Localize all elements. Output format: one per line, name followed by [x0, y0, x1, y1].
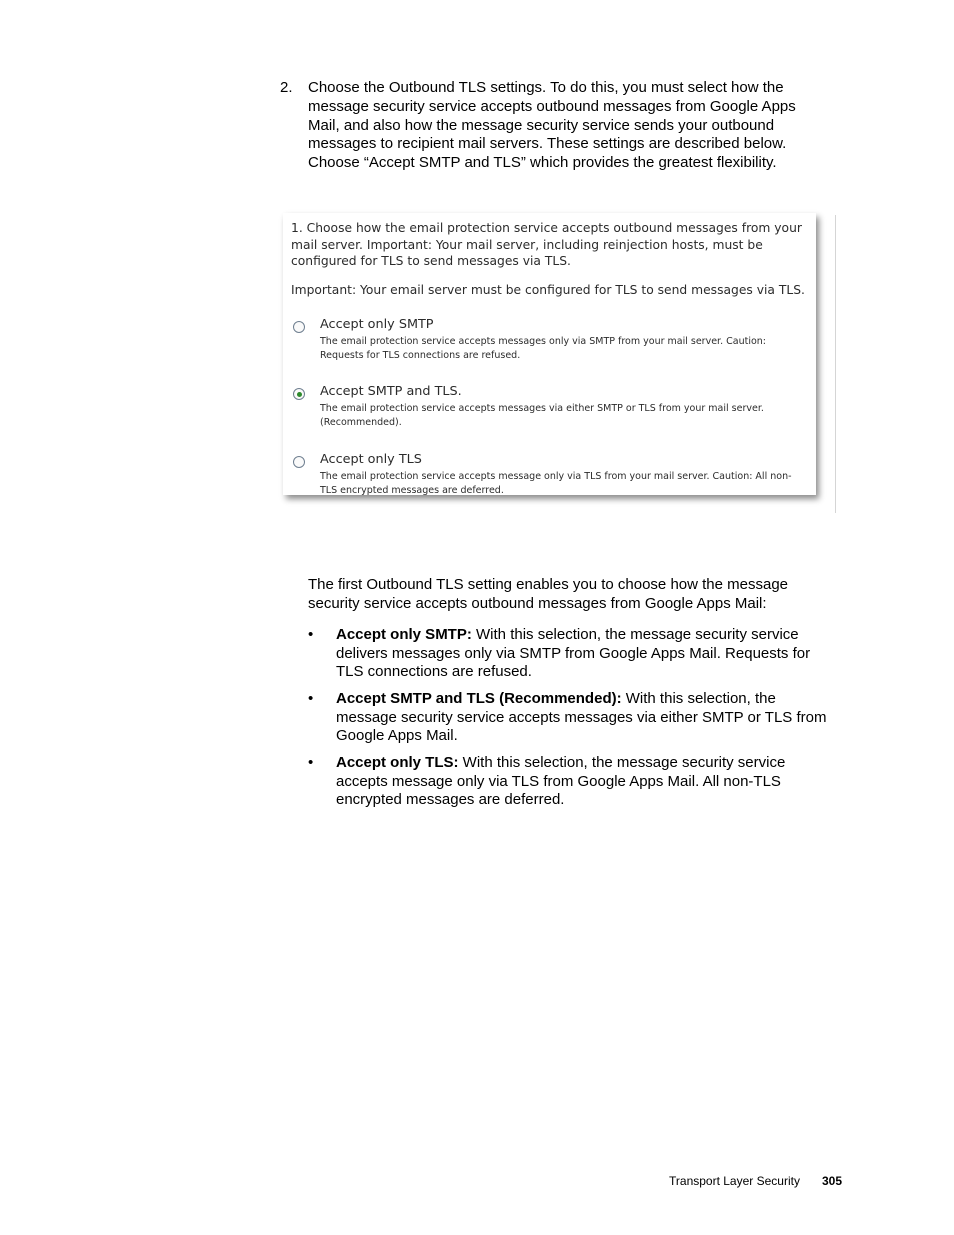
option-title: Accept only TLS: [320, 452, 422, 467]
step-number: 2.: [280, 79, 293, 96]
bullet-marker: •: [308, 690, 314, 707]
bullet-marker: •: [308, 626, 314, 643]
list-item: [308, 626, 838, 682]
bullet-text: With this selection, the message security service accepts message only via TLS from Google Apps Mail. All non-TLS encrypted messages are deferred.: [336, 754, 786, 808]
bullet-term: Accept only TLS:: [336, 754, 459, 771]
option-title: Accept SMTP and TLS.: [320, 384, 462, 399]
radio-unchecked-icon[interactable]: [293, 456, 305, 468]
bullet-text: With this selection, the message security service delivers messages only via SMTP from Google Apps Mail. Requests for TLS connections are refused.: [336, 626, 811, 680]
footer-section-title: Transport Layer Security: [669, 1174, 800, 1188]
option-title: Accept only SMTP: [320, 317, 434, 332]
step-text: Choose the Outbound TLS settings. To do this, you must select how the message security service accepts outbound messages from Google Apps Mail, and also how the message security service sends your outbound messages to recipient mail servers. These settings are described below. Choose “Accept SMTP and TLS” which provides the greatest flexibility.: [308, 79, 796, 172]
step-2: [280, 79, 825, 173]
list-item: [308, 690, 838, 746]
list-item: [308, 754, 838, 810]
radio-unchecked-icon[interactable]: [293, 321, 305, 333]
page-number: 305: [821, 1174, 842, 1188]
option-description: The email protection service accepts messages via either SMTP or TLS from your mail server. (Recommended).: [320, 403, 764, 428]
screenshot-border: [835, 215, 836, 513]
body-paragraph: The first Outbound TLS setting enables you to choose how the message security service accepts outbound messages from Google Apps Mail:: [308, 576, 789, 612]
bullet-list: [308, 626, 838, 818]
page-footer: [600, 1174, 842, 1188]
option-description: The email protection service accepts messages only via SMTP from your mail server. Caution: Requests for TLS connections are refused.: [320, 336, 766, 361]
bullet-text: With this selection, the message security service accepts messages via either SMTP or TLS from Google Apps Mail.: [336, 690, 827, 744]
bullet-marker: •: [308, 754, 314, 771]
screenshot-important: Important: Your email server must be configured for TLS to send messages via TLS.: [291, 283, 805, 297]
bullet-term: Accept SMTP and TLS (Recommended):: [336, 690, 622, 707]
settings-screenshot: [283, 213, 816, 495]
option-description: The email protection service accepts message only via TLS from your mail server. Caution: All non-TLS encrypted messages are deferred.: [320, 471, 792, 496]
radio-checked-icon[interactable]: [293, 388, 305, 400]
bullet-term: Accept only SMTP:: [336, 626, 472, 643]
screenshot-intro: 1. Choose how the email protection service accepts outbound messages from your mail server. Important: Your mail server, including reinjection hosts, must be configured for TLS to send messages via TLS.: [291, 221, 802, 268]
